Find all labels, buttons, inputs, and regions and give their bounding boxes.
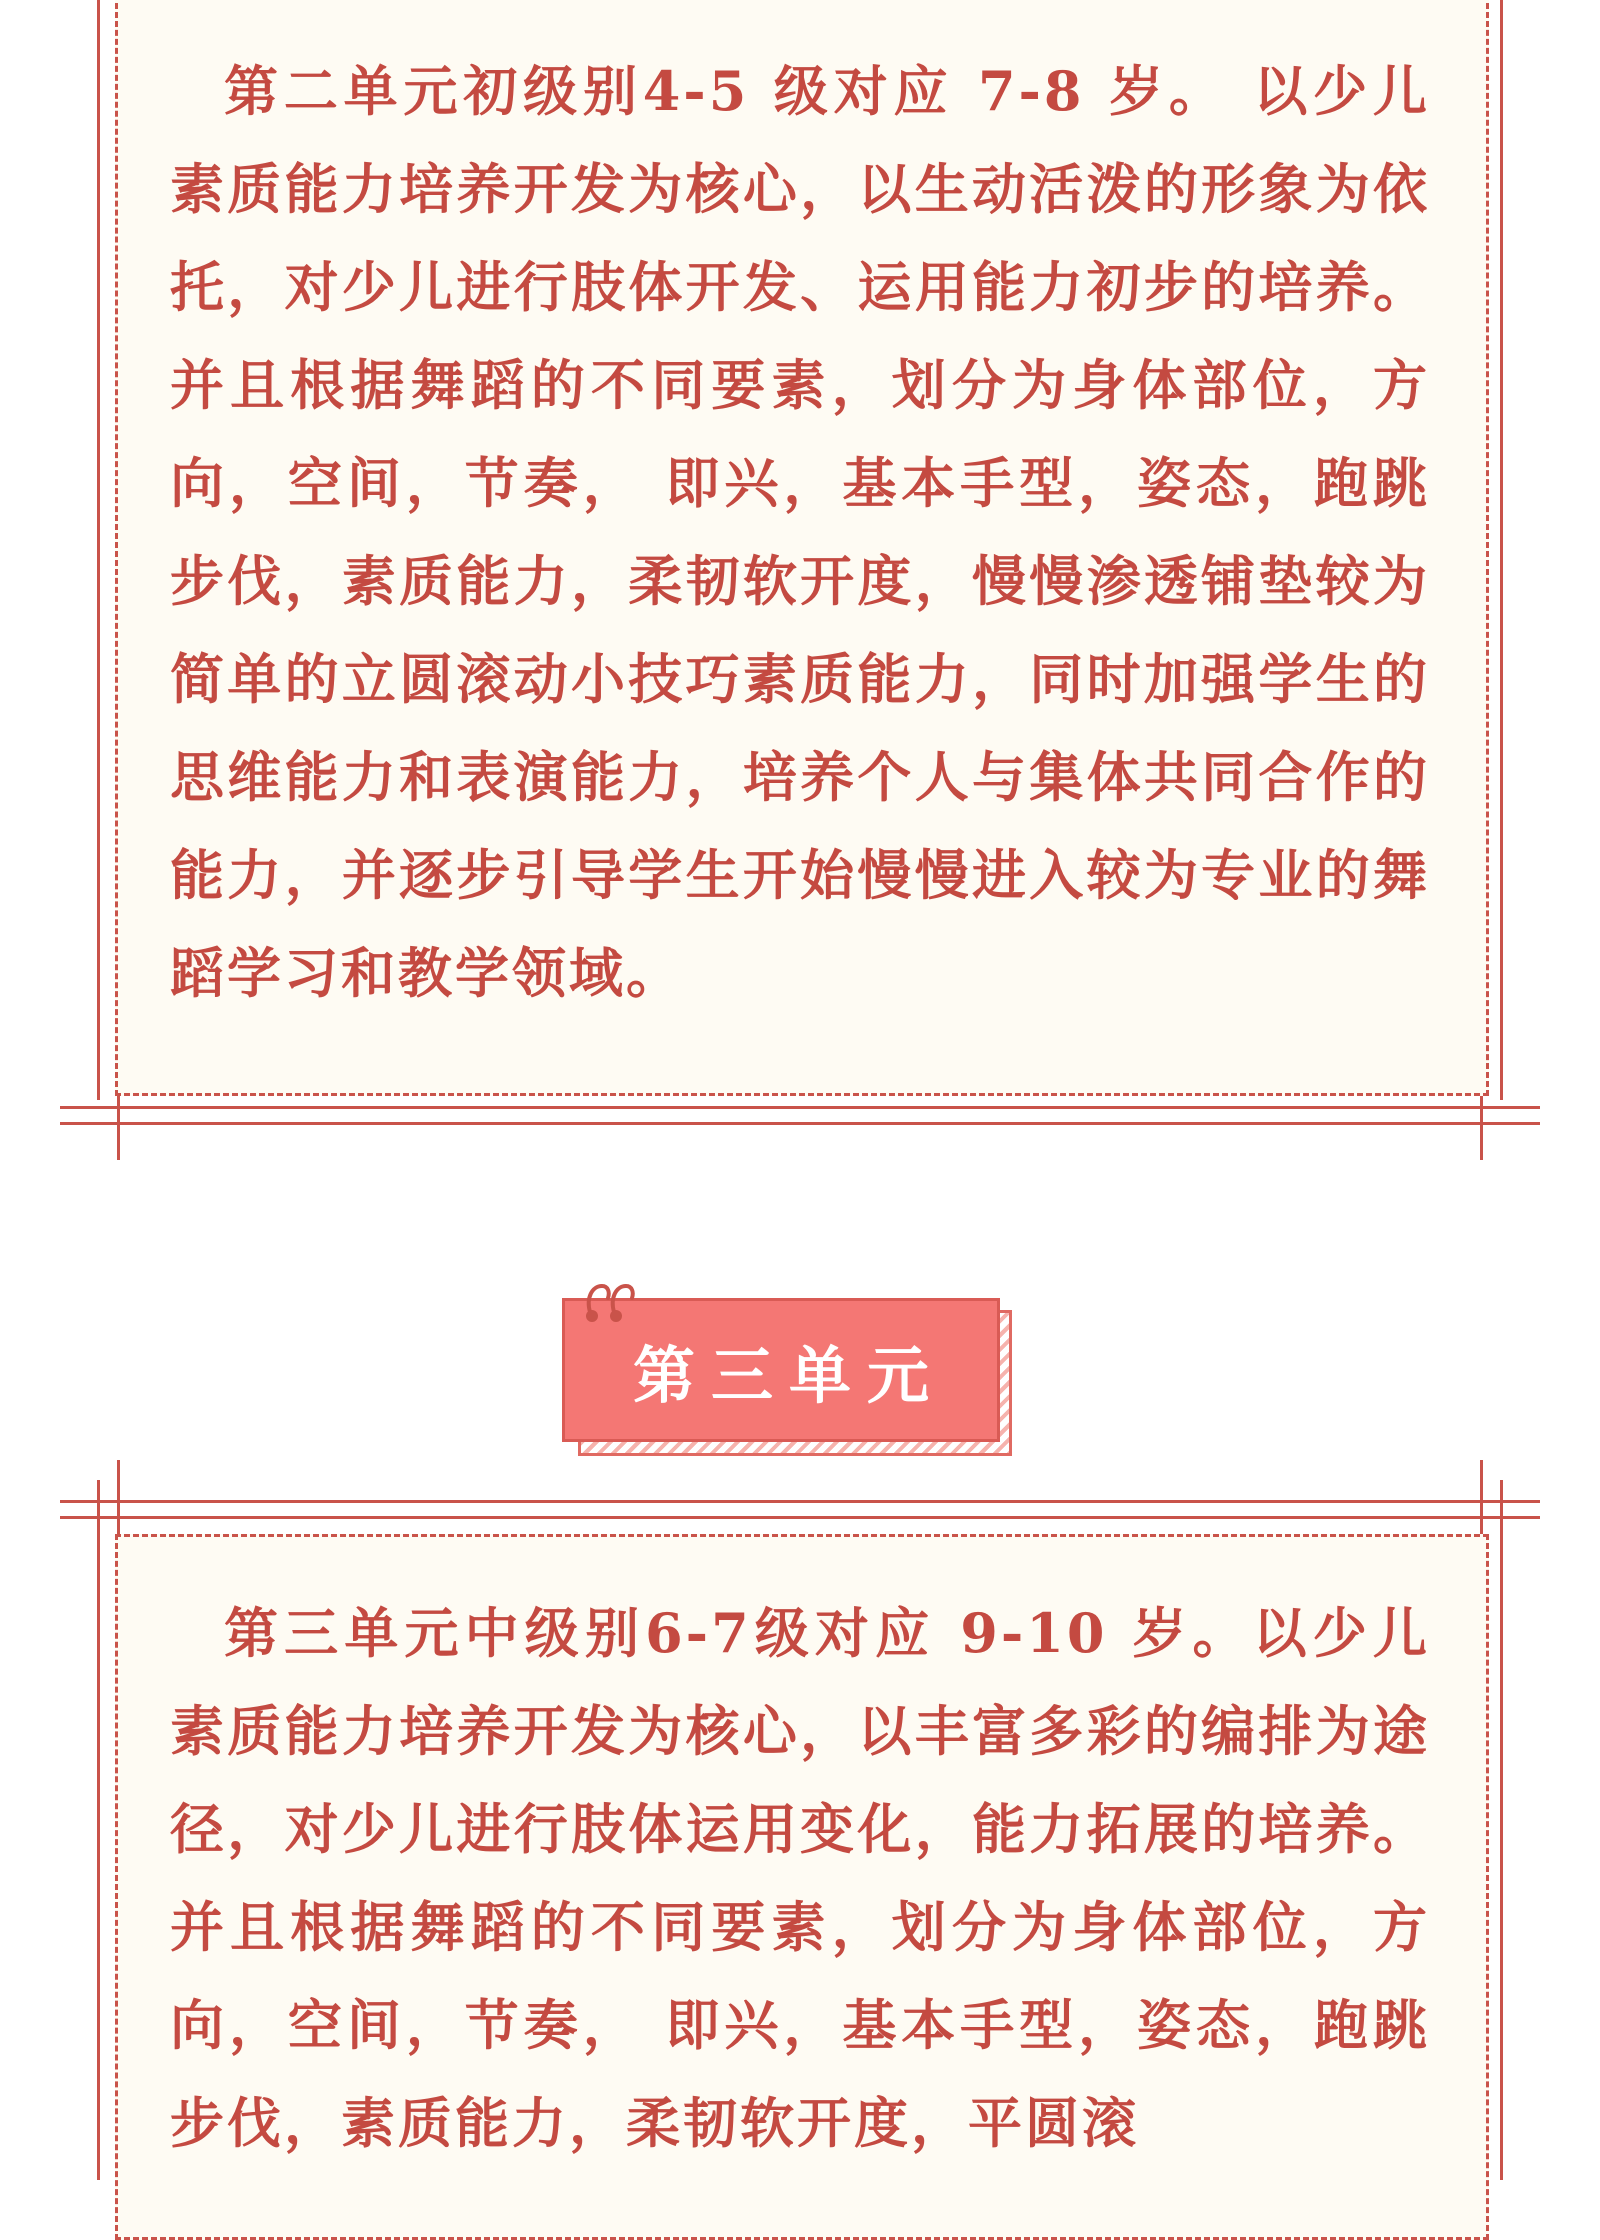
frame-line-right-outer bbox=[1500, 1480, 1503, 2180]
unit-3-tag bbox=[562, 1276, 1022, 1466]
unit-2-paragraph: 第二单元初级别4-5 级对应 7-8 岁。 以少儿素质能力培养开发为核心，以生动活泼的形象为依托，对少儿进行肢体开发、运用能力初步的培养。并且根据舞蹈的不同要素，划分为身体部位，方向，空间，节奏， 即兴，基本手型，姿态，跑跳步伐，素质能力，柔韧软开度，慢慢渗透铺垫较为简单的立圆滚动小技巧素质能力，同时加强学生的思维能力和表演能力，培养个人与集体共同合作的能力，并逐步引导学生开始慢慢进入较为专业的舞蹈学习和教学领域。 bbox=[170, 59, 1430, 1005]
unit-2-panel bbox=[60, 0, 1540, 1170]
frame-line-bottom-1 bbox=[60, 1106, 1540, 1109]
unit-3-paragraph: 第三单元中级别6-7级对应 9-10 岁。以少儿素质能力培养开发为核心，以丰富多彩的编排为途径，对少儿进行肢体运用变化，能力拓展的培养。并且根据舞蹈的不同要素，划分为身体部位，方向，空间，节奏， 即兴，基本手型，姿态，跑跳步伐，素质能力，柔韧软开度，平圆滚 bbox=[170, 1601, 1430, 2155]
frame-line-top-1 bbox=[60, 1500, 1540, 1503]
frame-line-bottom-2 bbox=[60, 1122, 1540, 1125]
frame-line-top-2 bbox=[60, 1516, 1540, 1519]
unit-3-panel bbox=[60, 1460, 1540, 2155]
frame-line-left-outer bbox=[97, 0, 100, 1100]
frame-line-left-outer bbox=[97, 1480, 100, 2180]
double-hook-icon bbox=[582, 1276, 642, 1336]
frame-line-right-outer bbox=[1500, 0, 1503, 1100]
unit-3-tag-label: 第三单元 bbox=[632, 1338, 945, 1412]
